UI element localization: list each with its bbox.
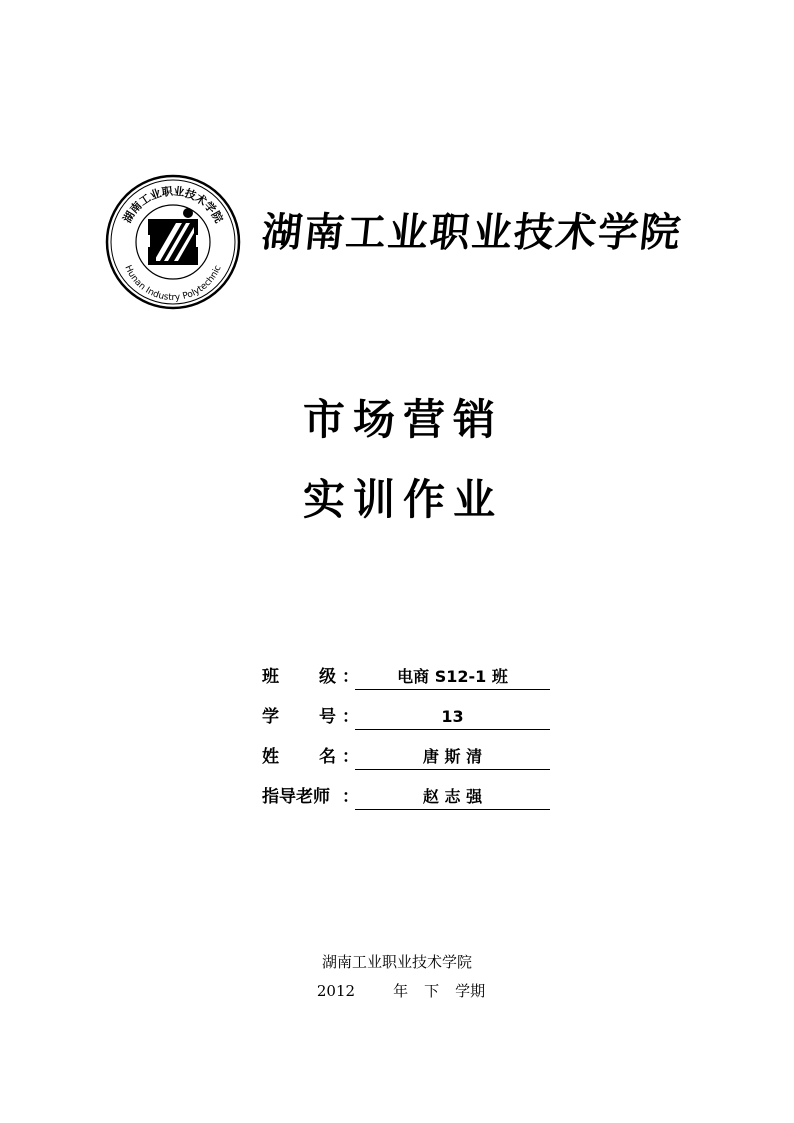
info-row-class xyxy=(262,656,562,696)
colon: ： xyxy=(342,747,359,767)
footer-year-unit: 年 xyxy=(393,982,409,1000)
label-char: 号 xyxy=(319,707,336,727)
school-name-heading: 湖南工业职业技术学院 xyxy=(259,209,685,256)
student-id-value: 13 xyxy=(355,704,550,730)
colon: ： xyxy=(342,667,359,687)
class-label-text xyxy=(262,664,336,690)
label-char: 名 xyxy=(319,747,336,767)
colon: ： xyxy=(342,707,359,727)
info-row-name xyxy=(262,736,562,776)
footer-term xyxy=(0,980,794,1002)
advisor-value: 赵 志 强 xyxy=(355,784,550,810)
student-id-label-text xyxy=(262,704,336,730)
class-value: 电商 S12-1 班 xyxy=(355,664,550,690)
seal-text-en: Hunan Industry Polytechnic xyxy=(122,263,224,304)
class-label xyxy=(262,664,336,690)
seal-emblem-icon xyxy=(144,208,202,265)
name-value: 唐 斯 清 xyxy=(355,744,550,770)
name-label xyxy=(262,744,336,770)
name-label-text xyxy=(262,744,336,770)
footer-term-unit: 学期 xyxy=(455,982,486,1000)
label-char: 班 xyxy=(262,667,279,687)
student-id-label xyxy=(262,704,336,730)
title-line-1: 市场营销 xyxy=(302,395,503,444)
label-char: 学 xyxy=(262,707,279,727)
footer-year: 2012 xyxy=(316,982,356,1000)
info-row-student-id xyxy=(262,696,562,736)
info-row-advisor xyxy=(262,776,562,816)
svg-text:湖南工业职业技术学院 xyxy=(120,184,226,225)
colon: ： xyxy=(342,787,359,807)
footer-semester: 下 xyxy=(424,982,440,1000)
student-info xyxy=(262,656,562,816)
label-char: 姓 xyxy=(262,747,279,767)
school-seal-logo xyxy=(104,173,242,311)
title-line-2: 实训作业 xyxy=(302,475,503,524)
advisor-label: 指导老师 xyxy=(262,787,330,807)
label-char: 级 xyxy=(319,667,336,687)
seal-text-cn: 湖南工业职业技术学院 xyxy=(120,184,226,226)
footer-school: 湖南工业职业技术学院 xyxy=(321,953,472,971)
